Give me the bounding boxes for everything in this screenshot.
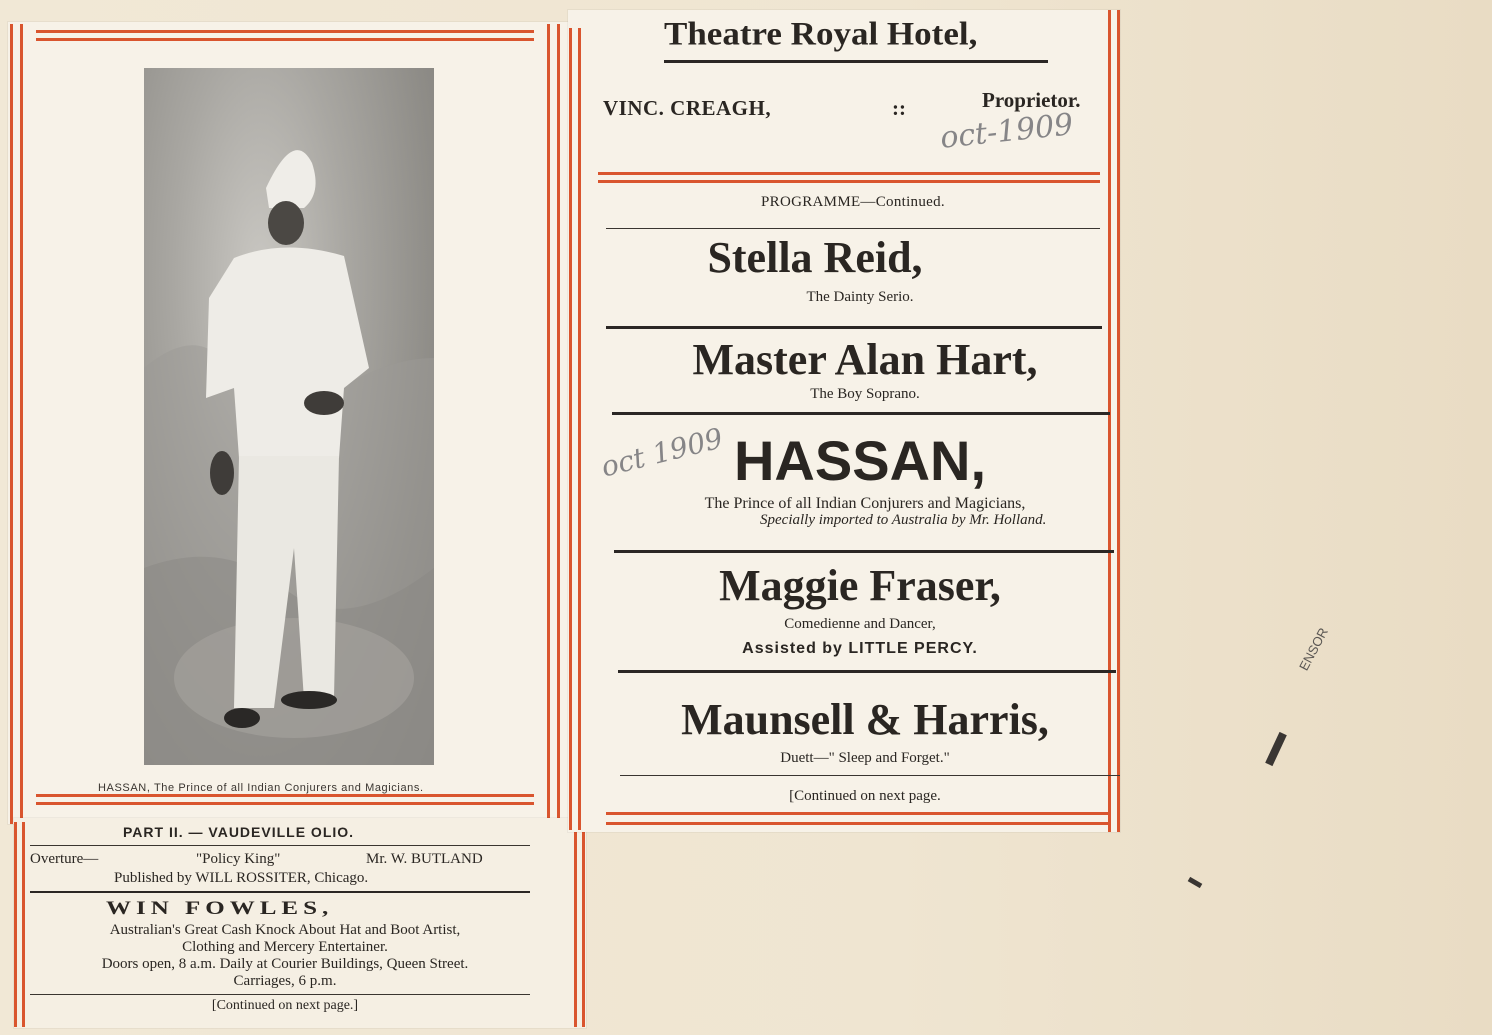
bottom-rule-1 — [36, 794, 534, 797]
rule — [618, 670, 1116, 673]
proprietor-label: Proprietor. — [982, 88, 1081, 112]
top-rule-2 — [36, 38, 534, 41]
vaud-continued: [Continued on next page.] — [211, 998, 359, 1013]
ad-line-2: Clothing and Mercery Entertainer. — [182, 939, 388, 955]
separator: :: — [892, 96, 906, 120]
border-left-inner — [20, 24, 23, 824]
act-4-name: Maggie Fraser, — [719, 561, 1001, 610]
publisher-line: Published by WILL ROSSITER, Chicago. — [114, 870, 369, 886]
rule — [612, 412, 1110, 415]
act-2-desc: The Boy Soprano. — [810, 386, 920, 402]
vaud-border-right-inner — [574, 822, 577, 1027]
prog-border-left-inner — [578, 28, 581, 830]
ad-line-4: Carriages, 6 p.m. — [233, 973, 337, 989]
act-4-desc-2: Assisted by LITTLE PERCY. — [742, 640, 978, 657]
vaud-border-left-inner — [22, 822, 25, 1027]
ad-line-1: Australian's Great Cash Knock About Hat and Boot Artist, — [109, 922, 461, 938]
bottom-rule-2 — [36, 802, 534, 805]
rule — [30, 994, 530, 995]
border-left-outer — [10, 24, 13, 824]
act-3-desc: The Prince of all Indian Conjurers and Magicians, — [704, 495, 1026, 512]
vaud-border-left-outer — [14, 822, 17, 1027]
handwritten-date-side: oct 1909 — [597, 421, 727, 484]
programme-continued: [Continued on next page. — [789, 788, 941, 804]
border-right-outer — [557, 24, 560, 824]
act-2-name: Master Alan Hart, — [692, 335, 1038, 384]
act-5-name: Maunsell & Harris, — [681, 695, 1049, 744]
prog-border-left-outer — [569, 28, 572, 830]
top-rule-1 — [36, 30, 534, 33]
act-5-desc: Duett—" Sleep and Forget." — [780, 750, 950, 766]
hotel-name: Theatre Royal Hotel, — [664, 15, 978, 53]
overture-conductor: Mr. W. BUTLAND — [366, 851, 483, 867]
border-right-inner — [547, 24, 550, 824]
programme-heading: PROGRAMME—Continued. — [761, 194, 945, 210]
rule — [30, 891, 530, 893]
act-3-name: HASSAN, — [733, 429, 987, 492]
photo-caption: HASSAN, The Prince of all Indian Conjurers and Magicians. — [98, 782, 424, 794]
rule — [614, 550, 1114, 553]
act-1-desc: The Dainty Serio. — [806, 289, 914, 305]
act-4-desc: Comedienne and Dancer, — [784, 616, 936, 632]
rule — [606, 228, 1100, 229]
rule — [30, 845, 530, 846]
hotel-underline — [664, 60, 1048, 63]
rule — [620, 775, 1120, 776]
part-heading: PART II. — VAUDEVILLE OLIO. — [123, 824, 355, 840]
act-3-desc-2: Specially imported to Australia by Mr. Holland. — [760, 512, 1047, 528]
prog-bottom-rule-1 — [606, 812, 1108, 815]
margin-stamp: ENSOR — [1296, 625, 1331, 674]
ad-title: WIN FOWLES, — [106, 898, 334, 919]
hassan-portrait-photo — [144, 68, 434, 765]
overture-label: Overture— — [30, 851, 99, 867]
proprietor-name: VINC. CREAGH, — [603, 96, 772, 120]
overture-title: "Policy King" — [196, 851, 281, 867]
vaud-border-right-outer — [582, 822, 585, 1027]
act-1-name: Stella Reid, — [707, 233, 923, 282]
prog-bottom-rule-2 — [606, 822, 1108, 825]
handwritten-date-top: oct-1909 — [938, 107, 1075, 156]
rule — [606, 326, 1102, 329]
ad-line-3: Doors open, 8 a.m. Daily at Courier Buildings, Queen Street. — [101, 956, 469, 972]
prog-rule-2 — [598, 180, 1100, 183]
prog-rule-1 — [598, 172, 1100, 175]
